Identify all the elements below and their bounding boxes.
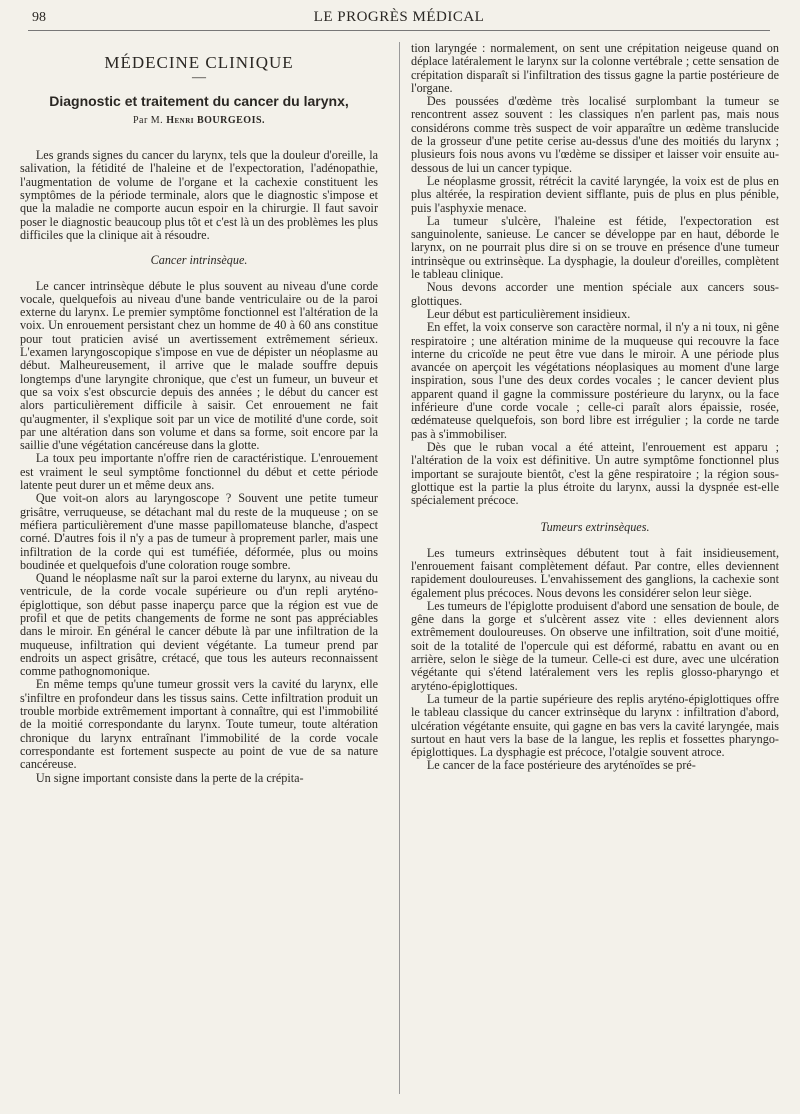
section-dash: — [192,70,206,86]
paragraph: La tumeur de la partie supérieure des replis aryténo-épiglottiques offre le tableau classique du cancer extrinsèque du larynx : infiltration d'abord, ulcération végétante ensuite, qui gagne en bas vers la cavité laryngée, mais surtout en haut vers la base de la langue, les replis et fossettes pharyngo-épiglottiques. La dysphagie est précoce, l'otalgie souvent atroce. [411,691,779,760]
paragraph: Quand le néoplasme naît sur la paroi externe du larynx, au niveau du ventricule, de la corde vocale supérieure ou d'un repli aryténo-épiglottique, son début passe inaperçu parce que la région est vue de profil et que de petits changements de forme ne sont pas appréciables dans le miroir. En général le cancer débute là par une infiltration de la muqueuse, infiltration qui devient végétante. La tumeur prend par endroits un aspect grisâtre, crétacé, que tous les auteurs reconnaissent comme pathognomonique. [20,571,378,679]
page-number: 98 [32,10,46,25]
paragraph: Nous devons accorder une mention spéciale aux cancers sous-glottiques. [411,280,779,308]
running-header [28,6,770,31]
paragraph: En effet, la voix conserve son caractère normal, il n'y a ni toux, ni gêne respiratoire ; une altération minime de la muqueuse qui recouvre la face interne du cricoïde ne peut être vue dans le miroir. A une période plus avancée on aperçoit les végétations néoplasiques au moment d'une large inspiration, sous l'une des deux cordes vocales ; le cancer devient plus apparent quand il gagne la commissure postérieure du larynx, ou la face inférieure d'une corde vocale ; celle-ci paraît alors épaissie, rosée, œdémateuse quelquefois, son bord libre est irrégulier ; la corde ne tarde pas à s'immobiliser. [411,320,779,441]
intro-paragraph: Les grands signes du cancer du larynx, tels que la douleur d'oreille, la salivation, la fétidité de l'haleine et de l'expectoration, l'adénopathie, l'augmentation de volume de l'organe et la cachexie constituent les symptômes de la période terminale, alors que le diagnostic s'impose et que la maladie ne comporte aucun espoir en la chirurgie. Il faut savoir poser le diagnostic beaucoup plus tôt et c'est là un des problèmes les plus difficiles que la clinique ait à résoudre. [20,148,378,242]
subheading-extrinsic: Tumeurs extrinsèques. [540,520,650,535]
paragraph: Leur début est particulièrement insidieux. [426,306,631,321]
paragraph: Les tumeurs extrinsèques débutent tout à fait insidieusement, l'enrouement faisant complètement défaut. Par contre, elles deviennent rapidement douloureuses. L'envahissement des ganglions, la cachexie sont également plus précoces. Nous devons les considérer selon leur siège. [411,545,779,600]
paragraph: En même temps qu'une tumeur grossit vers la cavité du larynx, elle s'infiltre en profondeur dans les tissus sains. Cette infiltration produit un trouble morbide extrêmement important à connaître, qui est l'immobilité de la moitié correspondante du larynx. Toute tumeur, toute altération chronique du larynx entraînant l'immobilité de la corde vocale correspondante est fortement suspecte au point de vue de sa nature cancéreuse. [20,677,378,772]
paragraph: Le cancer de la face postérieure des aryténoïdes se pré- [426,758,696,773]
continued-paragraph: tion laryngée : normalement, on sent une crépitation neigeuse quand on déplace latéralement le larynx sur la colonne vertébrale ; cette sensation de crépitation disparaît si l'infiltration des tissus gagne la partie postérieure de l'organe. [411,41,779,95]
paragraph: Un signe important consiste dans la perte de la crépita- [35,770,304,785]
column-divider [399,42,400,1094]
paragraph: La toux peu importante n'offre rien de caractéristique. L'enrouement est vraiment le seul symptôme fonctionnel du début et cette période latente peut durer un et même deux ans. [20,451,378,493]
paragraph: Le cancer intrinsèque débute le plus souvent au niveau d'une corde vocale, quelquefois au niveau d'une bande ventriculaire ou de la paroi externe du larynx. Le premier symptôme fonctionnel est l'altération de la voix. Un enrouement persistant chez un homme de 40 à 60 ans constitue pour tout praticien avisé un avertissement extrêmement sérieux. L'examen laryngoscopique s'impose en vue de dépister un néoplasme au début. Malheureusement, il arrive que le malade souffre depuis longtemps d'une laryngite chronique, que c'est un fumeur, un buveur et que sa voix s'est obscurcie depuis des années ; le début du cancer est alors particulièrement difficile à saisir. Cet enrouement ne fait qu'augmenter, il s'explique soit par un vice de motilité d'une corde, soit par une altération dans son volume et dans sa forme, soit encore par la saillie d'une végétation cancéreuse dans la glotte. [20,278,378,453]
byline-prefix: Par M. [132,114,164,126]
subheading-intrinsic: Cancer intrinsèque. [150,253,248,268]
paragraph: Dès que le ruban vocal a été atteint, l'enrouement est apparu ; l'altération de la voix est définitive. Un autre symptôme fonctionnel plus important se surajoute bientôt, c'est la gêne respiratoire ; la région sous-glottique est la partie la plus étroite du larynx, aussi la dyspnée est-elle spécialement précoce. [411,439,779,508]
paragraph: Les tumeurs de l'épiglotte produisent d'abord une sensation de boule, de gêne dans la gorge et s'ulcèrent assez vite : elles deviennent alors extrêmement douloureuses. On observe une infiltration, soit d'une moitié, soit de la totalité de l'opercule qui est déformé, rabattu en avant ou en arrière, selon le siège de la tumeur. Celle-ci est dure, avec une ulcération végétante qui s'étend latéralement vers les replis glosso-pharyngo et aryténo-épiglottiques. [411,598,779,693]
article-title: Diagnostic et traitement du cancer du larynx, [49,92,349,109]
paragraph: Le néoplasme grossit, rétrécit la cavité laryngée, la voix est de plus en plus altérée, la respiration devient sifflante, puis de plus en plus pénible, puis l'asphyxie menace. [411,173,779,215]
paragraph: Des poussées d'œdème très localisé surplombant la tumeur se rencontrent assez souvent : les classiques n'en parlent pas, mais nous considérons comme très suspect de voir apparaître un œdème translucide de la grosseur d'une petite cerise au-dessus d'une des moitiés du larynx ; plusieurs fois nous avons vu l'œdème se dissiper et laisser voir ensuite au-dessous de lui un cancer typique. [411,94,779,175]
journal-title: LE PROGRÈS MÉDICAL [313,9,485,25]
byline-author: Henri BOURGEOIS. [166,114,266,126]
paragraph: Que voit-on alors au laryngoscope ? Souvent une petite tumeur grisâtre, verruqueuse, se détachant mal du reste de la muqueuse ; on se méfiera particulièrement d'une masse papillomateuse blanche, d'aspect corné. D'autres fois il n'y a pas de tumeur à proprement parler, mais une infiltration de la corde qui est tuméfiée, déformée, plus ou moins boudinée et quelquefois d'une coloration rouge sombre. [20,491,378,572]
right-column [411,42,779,773]
left-column [20,42,378,785]
byline [20,114,378,127]
paragraph: La tumeur s'ulcère, l'haleine est fétide, l'expectoration est sanguinolente, sanieuse. Le cancer se développe par en haut, déborde le larynx, on ne pourrait plus dire si on se trouve en présence d'une tumeur intrinsèque ou extrinsèque. La dysphagie, la douleur d'oreilles, complètent le tableau clinique. [411,213,779,282]
section-title: MÉDECINE CLINIQUE [104,53,294,72]
